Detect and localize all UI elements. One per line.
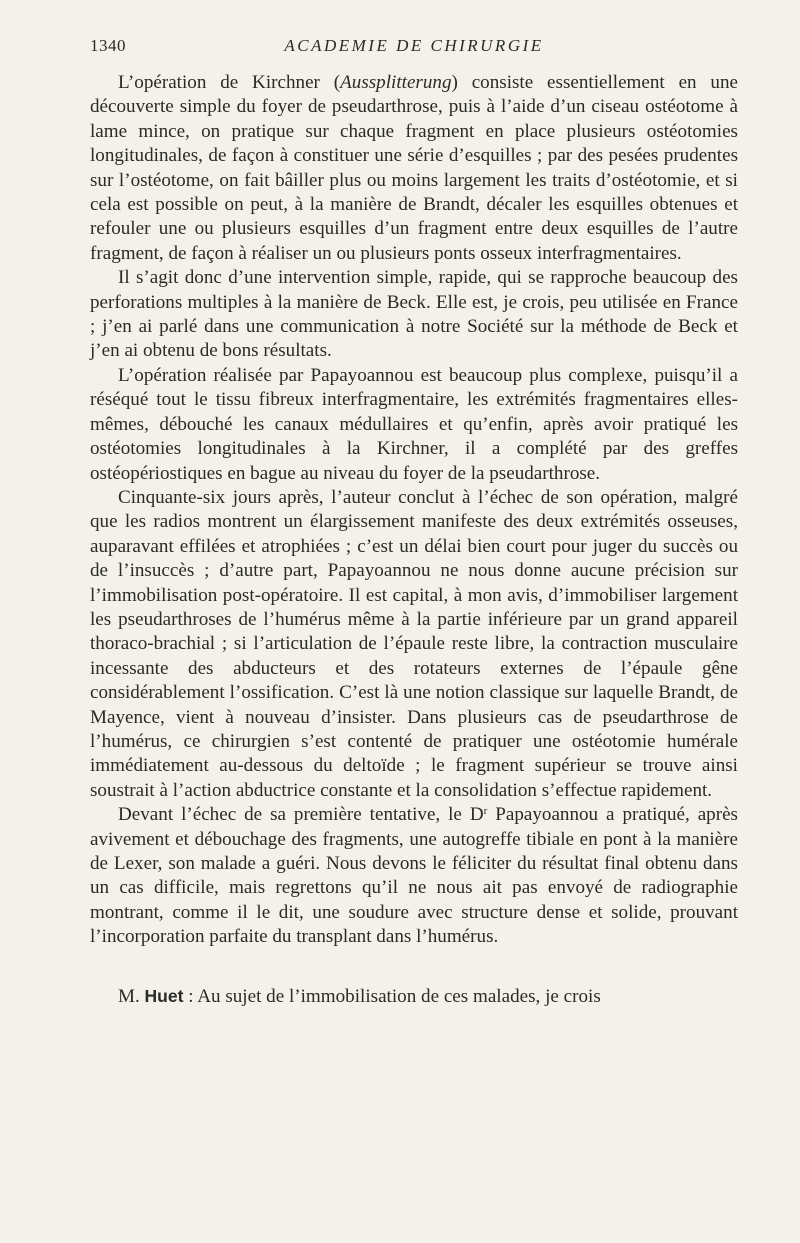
paragraph-text: L’opération de Kirchner ( xyxy=(118,72,341,93)
paragraph-kirchner xyxy=(90,71,738,266)
paragraph-papayoannou: L’opération réalisée par Papayoannou est beaucoup plus complexe, puisqu’il a réséqué tout le tissu fibreux interfragmentaire, les extrémités fragmentaires elles-mêmes, débouché les canaux médullaires et qu’enfin, après avoir pratiqué les ostéotomies longitudinales à la Kirchner, il a complété par des greffes ostéopériostiques en bague au niveau du foyer de la pseudarthrose. xyxy=(90,364,738,484)
paragraph-beck: Il s’agit donc d’une intervention simple, rapide, qui se rapproche beaucoup des perforations multiples à la manière de Beck. Elle est, je crois, peu utilisée en France ; j’en ai parlé dans une communication à notre Société sur la méthode de Beck et j’en ai obtenu de bons résultats. xyxy=(90,267,738,362)
running-head: ACADEMIE DE CHIRURGIE xyxy=(284,36,544,55)
superscript: r xyxy=(483,805,488,818)
speech-text: : Au sujet de l’immobilisation de ces malades, je crois xyxy=(183,985,601,1007)
speaker-name: Huet xyxy=(144,985,184,1006)
page-header xyxy=(90,36,738,60)
paragraph-text: Devant l’échec de sa première tentative, le D xyxy=(118,804,484,826)
paragraph-text: ) consiste essentiellement en une découverte simple du foyer de pseudarthrose, puis à l’aide d’un ciseau ostéotome à lame mince, on pratique sur chaque fragment en place plusieurs ostéotomies longitudinales, de façon à constituer une série d’esquilles ; par des pesées prudentes sur l’ostéotome, on fait bâiller plus ou moins largement les traits d’ostéotomie, et si cela est possible on peut, à la manière de Brandt, décaler les esquilles obtenues et refouler une ou plusieurs esquilles d’un fragment entre deux esquilles de l’autre fragment, de façon à réaliser un ou plusieurs ponts osseux interfragmentaires. xyxy=(90,72,738,264)
speaker-prefix: M. xyxy=(118,985,145,1007)
body-text xyxy=(90,71,738,1009)
paragraph-autogreffe xyxy=(90,803,738,949)
paragraph-immobilisation: Cinquante-six jours après, l’auteur conclut à l’échec de son opération, malgré que les radios montrent un élargissement manifeste des deux extrémités osseuses, auparavant effilées et atrophiées ; c’est un délai bien court pour juger du succès ou de l’insuccès ; d’autre part, Papayoannou ne nous donne aucune précision sur l’immobilisation post-opératoire. Il est capital, à mon avis, d’immobiliser largement les pseudarthroses de l’humérus même à la partie inférieure par un grand appareil thoraco-brachial ; si l’articulation de l’épaule reste libre, la contraction musculaire incessante des abducteurs et des rotateurs externes de l’épaule gêne considérablement l’ossification. C’est là une notion classique sur laquelle Brandt, de Mayence, vient à nouveau d’insister. Dans plusieurs cas de pseudarthrose de l’humérus, ce chirurgien s’est contenté de pratiquer une ostéotomie humérale immédiatement au-dessous du deltoïde ; le fragment supérieur se trouve ainsi soustrait à l’action abductrice constante et la consolidation s’effectue rapidement. xyxy=(90,486,738,801)
page-number: 1340 xyxy=(90,36,126,55)
paragraph-text: Papayoannou a pratiqué, après avivement et débouchage des fragments, une autogreffe tibiale en pont à la manière de Lexer, son malade a guéri. Nous devons le féliciter du résultat final obtenu dans un cas difficile, mais regrettons qu’il ne nous ait pas envoyé de radiographie montrant, comme il le dit, une soudure avec structure dense et solide, prouvant l’incorporation parfaite du transplant dans l’humérus. xyxy=(90,804,738,948)
spacer xyxy=(90,950,738,984)
paragraph-speech xyxy=(90,984,738,1009)
italic-term: Aussplitterung xyxy=(340,72,452,93)
